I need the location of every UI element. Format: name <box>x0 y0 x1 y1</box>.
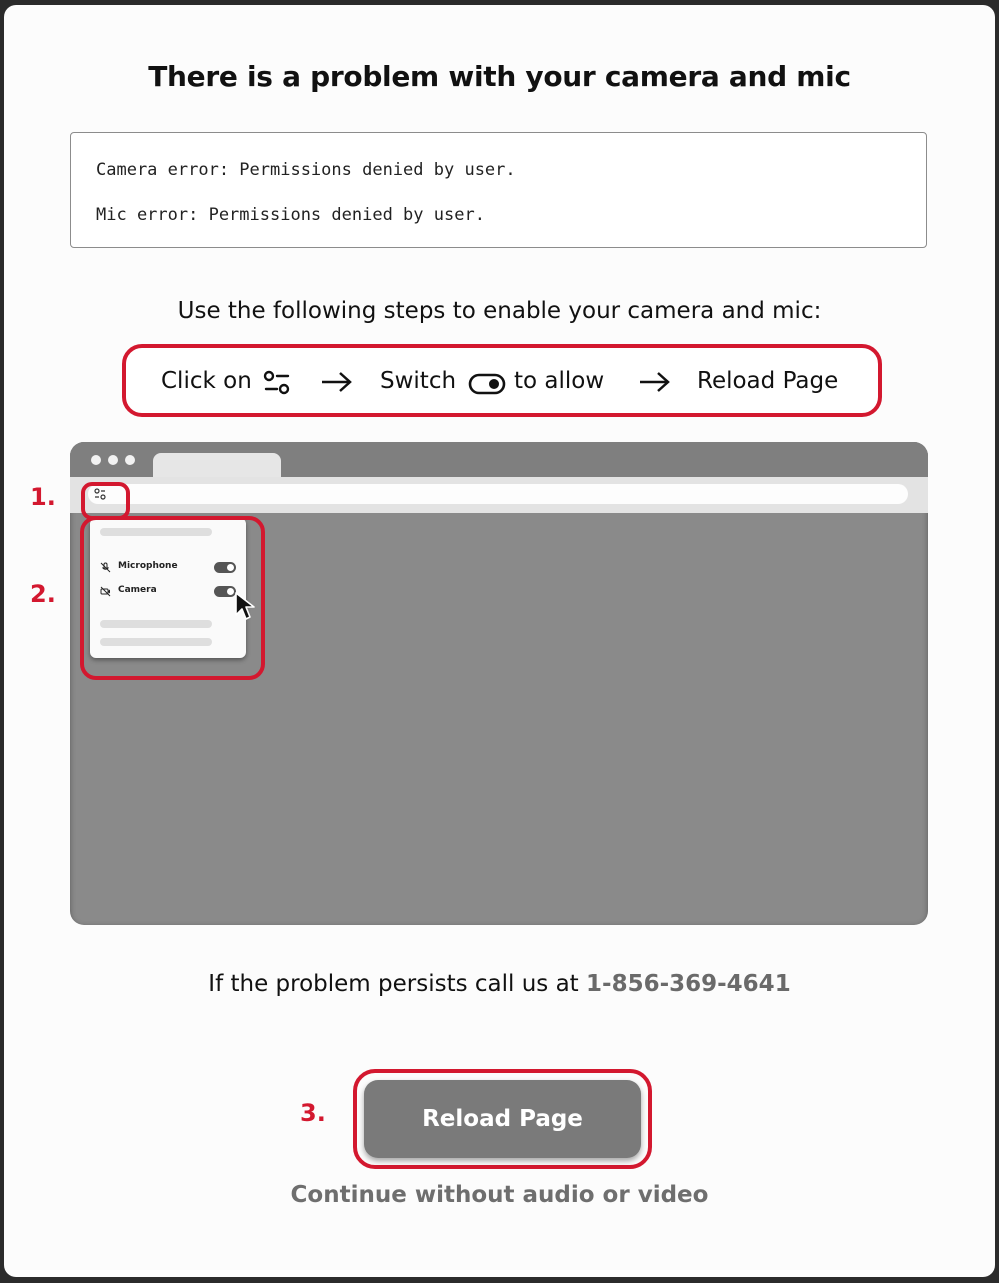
mockup-tab <box>153 453 281 480</box>
support-message: If the problem persists call us at <box>208 971 579 997</box>
arrow-right-icon <box>320 370 354 394</box>
arrow-right-icon <box>638 370 672 394</box>
mockup-url-field <box>88 484 908 504</box>
steps-summary <box>122 344 882 417</box>
continue-without-av-link[interactable]: Continue without audio or video <box>290 1182 709 1208</box>
error-message-box <box>70 132 927 248</box>
mockup-titlebar <box>70 442 928 478</box>
step2-marker: 2. <box>30 580 56 608</box>
mic-error-text: Mic error: Permissions denied by user. <box>96 205 485 225</box>
step3-marker: 3. <box>300 1099 326 1127</box>
window-dot <box>125 455 135 465</box>
step1-marker: 1. <box>30 483 56 511</box>
step1-label: Click on <box>161 368 252 394</box>
steps-intro-text: Use the following steps to enable your camera and mic: <box>177 298 822 324</box>
support-text <box>4 971 995 997</box>
dialog-title: There is a problem with your camera and mic <box>148 60 851 93</box>
window-dot <box>108 455 118 465</box>
step2-highlight <box>80 516 265 680</box>
camera-label: Camera <box>118 585 157 595</box>
support-phone-link[interactable]: 1-856-369-4641 <box>586 971 791 997</box>
step1-highlight <box>81 482 130 520</box>
microphone-label: Microphone <box>118 561 178 571</box>
permission-error-dialog <box>4 5 995 1277</box>
step2-suffix: to allow <box>514 368 605 394</box>
step2-label: Switch <box>380 368 457 394</box>
site-settings-icon <box>262 369 292 397</box>
step3-label: Reload Page <box>697 368 839 394</box>
mockup-url-bar <box>70 477 928 513</box>
window-dot <box>91 455 101 465</box>
camera-error-text: Camera error: Permissions denied by user. <box>96 160 516 180</box>
toggle-switch-icon <box>468 373 506 395</box>
browser-mockup <box>70 442 928 925</box>
reload-page-button[interactable]: Reload Page <box>364 1080 641 1158</box>
